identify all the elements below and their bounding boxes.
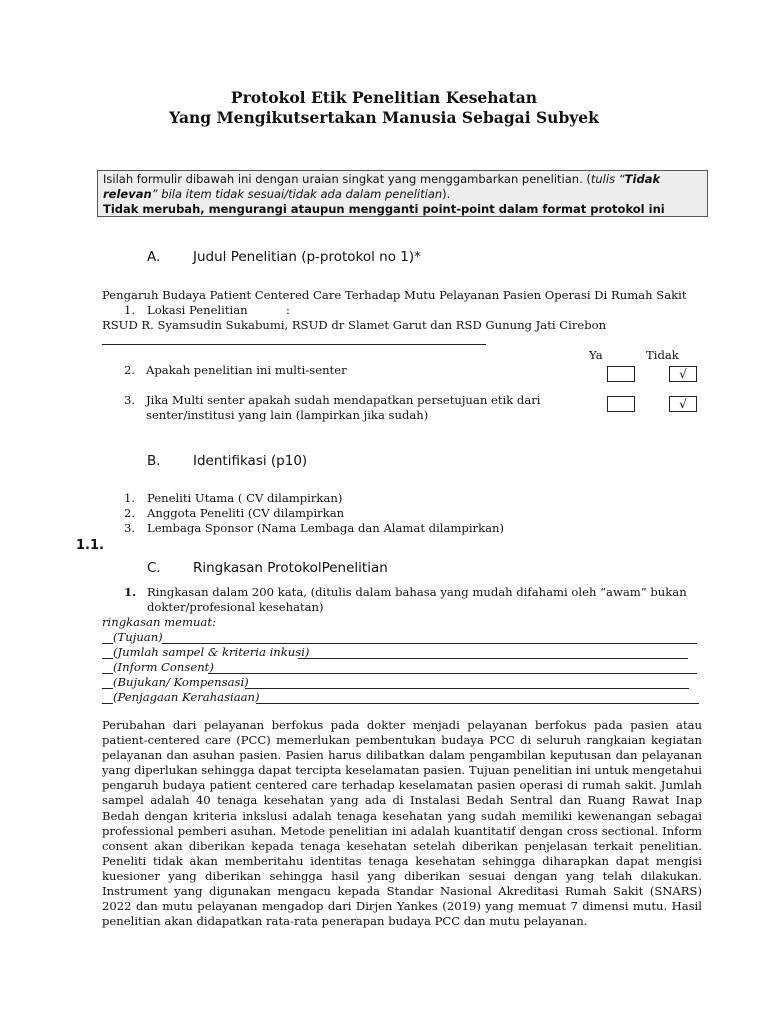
- field-consent-label: (Inform Consent): [113, 660, 214, 674]
- instruction-line-1: Isilah formulir dibawah ini dengan uraian singkat yang menggambarkan penelitian. (tulis “Tidak: [103, 172, 661, 186]
- location-label: Lokasi Penelitian: [147, 303, 248, 317]
- ethics-approval-question-line2: senter/institusi yang lain (lampirkan jika sudah): [146, 408, 429, 422]
- field-kompensasi-line[interactable]: [245, 688, 689, 689]
- multicenter-tidak-checkbox[interactable]: √: [669, 366, 697, 382]
- summary-instruction-line2: dokter/profesional kesehatan): [147, 600, 324, 614]
- ethics-approval-tidak-checkbox[interactable]: √: [669, 396, 697, 412]
- summary-number: 1.: [124, 585, 137, 599]
- section-c-heading: C. Ringkasan ProtokolPenelitian: [147, 560, 388, 576]
- field-sampel-prefix-line: [102, 658, 113, 659]
- field-tujuan-label: (Tujuan): [113, 630, 163, 644]
- identification-number-2: 2.: [124, 506, 136, 520]
- summary-instruction-line1: Ringkasan dalam 200 kata, (ditulis dalam bahasa yang mudah difahami oleh “awam” bukan: [147, 585, 687, 599]
- identification-item-3: Lembaga Sponsor (Nama Lembaga dan Alamat dilampirkan): [147, 521, 505, 535]
- field-kerahasiaan-line[interactable]: [256, 703, 699, 704]
- field-kompensasi-label: (Bujukan/ Kompensasi): [113, 675, 249, 689]
- section-a-heading: A. Judul Penelitian (p-protokol no 1)*: [147, 249, 421, 265]
- multicenter-question: Apakah penelitian ini multi-senter: [146, 363, 347, 377]
- section-b-heading: B. Identifikasi (p10): [147, 453, 308, 469]
- location-number: 1.: [124, 303, 136, 317]
- instruction-line-2: relevan” bila item tidak sesuai/tidak ada dalam penelitian).: [103, 187, 451, 201]
- location-underline: [102, 344, 486, 345]
- document-title: Protokol Etik Penelitian Kesehatan: [230, 88, 538, 107]
- field-kompensasi-prefix-line: [102, 688, 113, 689]
- ethics-approval-number: 3.: [124, 393, 136, 407]
- field-kerahasiaan-label: (Penjagaan Kerahasiaan): [113, 690, 260, 704]
- identification-item-1: Peneliti Utama ( CV dilampirkan): [147, 491, 343, 505]
- field-sampel-label: (Jumlah sampel & kriteria inkusi): [113, 645, 310, 659]
- column-tidak: Tidak: [646, 348, 679, 362]
- summary-content-label: ringkasan memuat:: [102, 615, 216, 629]
- research-title: Pengaruh Budaya Patient Centered Care Terhadap Mutu Pelayanan Pasien Operasi Di Rumah Sakit: [102, 288, 687, 302]
- instruction-line-3: Tidak merubah, mengurangi ataupun mengganti point-point dalam format protokol ini: [103, 202, 665, 216]
- field-tujuan-prefix-line: [102, 643, 113, 644]
- field-consent-prefix-line: [102, 673, 113, 674]
- column-ya: Ya: [589, 348, 603, 362]
- field-consent-line[interactable]: [208, 673, 697, 674]
- location-colon: :: [286, 303, 290, 317]
- identification-number-3: 3.: [124, 521, 136, 535]
- summary-paragraph: Perubahan dari pelayanan berfokus pada dokter menjadi pelayanan berfokus pada pasien atau patient-centered care (PCC) memerlukan pembentukan budaya PCC di seluruh rangkaian kegiatan pelayanan dan asuhan pasien. Pasien harus dilibatkan dalam pengambilan keputusan dan pelayanan yang diperlukan sehingga dapat tercipta keselamatan pasien. Tujuan penelitian ini untuk mengetahui pengaruh budaya patient centered care terhadap keselamatan pasien operasi di rumah sakit. Jumlah sampel adalah 40 tenaga kesehatan yang ada di Instalasi Bedah Sentral dan Ruang Rawat Inap Bedah dengan kriteria inkslusi adalah tenaga kesehatan yang sudah memiliki kewenangan sebagai professional pemberi asuhan. Metode penelitian ini adalah kuantitatif dengan cross sectional. Inform consent akan diberikan kepada tenaga kesehatan setelah diberikan penjelasan terkait penelitian. Peneliti tidak akan memberitahu identitas tenaga kesehatan sehingga diharapkan dapat mengisi kuesioner yang diberikan sehingga hasil yang diberikan sesuai dengan yang telah dilakukan. Instrument yang digunakan mengacu kepada Standar Nasional Akreditasi Rumah Sakit (SNARS) 2022 dan mutu pelayanan mengadop dari Dirjen Yankes (2019) yang memuat 7 dimensi mutu. Hasil penelitian akan didapatkan rata-rata penerapan budaya PCC dan mutu pelayanan.: [102, 718, 702, 929]
- ethics-approval-question-line1: Jika Multi senter apakah sudah mendapatkan persetujuan etik dari: [146, 393, 541, 407]
- identification-item-2: Anggota Peneliti (CV dilampirkan: [147, 506, 345, 520]
- location-value: RSUD R. Syamsudin Sukabumi, RSUD dr Slamet Garut dan RSD Gunung Jati Cirebon: [102, 318, 607, 332]
- field-tujuan-line[interactable]: [162, 643, 697, 644]
- document-subtitle: Yang Mengikutsertakan Manusia Sebagai Subyek: [169, 108, 599, 127]
- stray-number: 1.1.: [76, 538, 104, 553]
- ethics-approval-ya-checkbox[interactable]: [607, 396, 635, 412]
- field-sampel-line[interactable]: [298, 658, 688, 659]
- identification-number-1: 1.: [124, 491, 136, 505]
- multicenter-ya-checkbox[interactable]: [607, 366, 635, 382]
- field-kerahasiaan-prefix-line: [102, 703, 113, 704]
- instruction-box: [97, 170, 708, 217]
- multicenter-number: 2.: [124, 363, 136, 377]
